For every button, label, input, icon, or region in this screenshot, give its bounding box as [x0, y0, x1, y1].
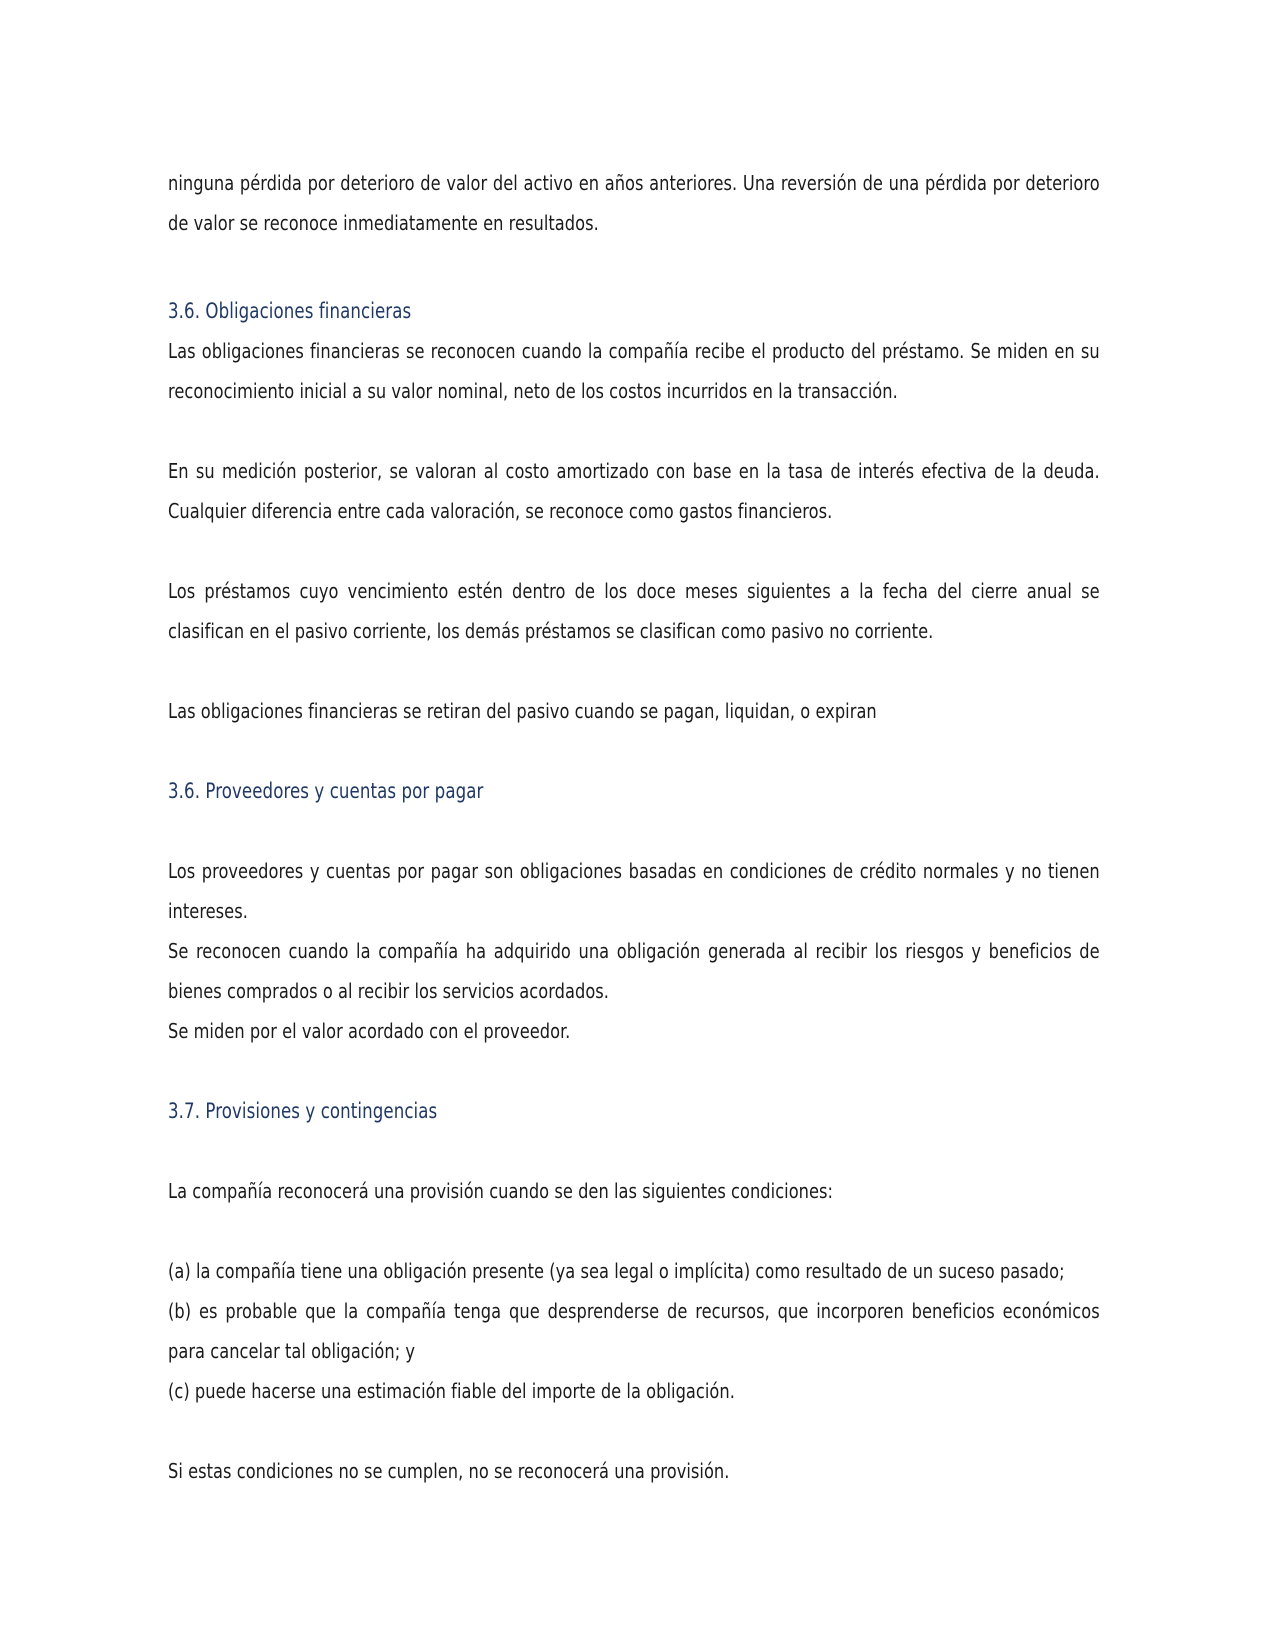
paragraph-block-proveedores-1: [168, 851, 1100, 931]
spacer: [168, 651, 1100, 691]
paragraph-block-provisiones-closing: [168, 1451, 1100, 1491]
spacer: [168, 1411, 1100, 1451]
obligaciones-paragraph-2: En su medición posterior, se valoran al costo amortizado con base en la tasa de interés efectiva de la deuda. Cualquier diferencia entre cada valoración, se reconoce como gastos financieros.: [168, 459, 1100, 523]
paragraph-block-proveedores-2: [168, 931, 1100, 1011]
intro-paragraph: ninguna pérdida por deterioro de valor del activo en años anteriores. Una reversión de una pérdida por deterioro de valor se reconoce inmediatamente en resultados.: [168, 171, 1100, 235]
paragraph-block-proveedores-3: [168, 1011, 1100, 1051]
provisiones-condition-a: (a) la compañía tiene una obligación presente (ya sea legal o implícita) como resultado de un suceso pasado;: [168, 1259, 1065, 1283]
spacer: [168, 1131, 1100, 1171]
provisiones-condition-c: (c) puede hacerse una estimación fiable del importe de la obligación.: [168, 1379, 735, 1403]
spacer: [168, 731, 1100, 771]
spacer: [168, 531, 1100, 571]
spacer: [168, 1051, 1100, 1091]
heading-proveedores-cuentas-por-pagar: 3.6. Proveedores y cuentas por pagar: [168, 779, 484, 803]
paragraph-block-provisiones-intro: [168, 1171, 1100, 1211]
obligaciones-paragraph-4: Las obligaciones financieras se retiran del pasivo cuando se pagan, liquidan, o expiran: [168, 699, 877, 723]
paragraph-block-intro: [168, 163, 1100, 243]
provisiones-condition-b: (b) es probable que la compañía tenga que desprenderse de recursos, que incorporen beneficios económicos para cancelar tal obligación; y: [168, 1299, 1100, 1363]
list-item-b: [168, 1291, 1100, 1371]
provisiones-closing-paragraph: Si estas condiciones no se cumplen, no se reconocerá una provisión.: [168, 1459, 730, 1483]
paragraph-block-obligaciones-4: [168, 691, 1100, 731]
obligaciones-paragraph-1: Las obligaciones financieras se reconocen cuando la compañía recibe el producto del préstamo. Se miden en su reconocimiento inicial a su valor nominal, neto de los costos incurridos en la transacción.: [168, 339, 1100, 403]
spacer: [168, 1211, 1100, 1251]
list-item-c: [168, 1371, 1100, 1411]
proveedores-paragraph-2: Se reconocen cuando la compañía ha adquirido una obligación generada al recibir los riesgos y beneficios de bienes comprados o al recibir los servicios acordados.: [168, 939, 1100, 1003]
provisiones-intro-paragraph: La compañía reconocerá una provisión cuando se den las siguientes condiciones:: [168, 1179, 834, 1203]
heading-obligaciones-financieras: 3.6. Obligaciones financieras: [168, 299, 412, 323]
page-content: [168, 163, 1100, 1491]
proveedores-paragraph-3: Se miden por el valor acordado con el proveedor.: [168, 1019, 571, 1043]
proveedores-paragraph-1: Los proveedores y cuentas por pagar son obligaciones basadas en condiciones de crédito normales y no tienen intereses.: [168, 859, 1100, 923]
spacer: [168, 411, 1100, 451]
list-item-a: [168, 1251, 1100, 1291]
paragraph-block-obligaciones-2: [168, 451, 1100, 531]
spacer: [168, 811, 1100, 851]
heading-provisiones-contingencias: 3.7. Provisiones y contingencias: [168, 1099, 438, 1123]
paragraph-block-obligaciones-3: [168, 571, 1100, 651]
paragraph-block-obligaciones-1: [168, 331, 1100, 411]
obligaciones-paragraph-3: Los préstamos cuyo vencimiento estén dentro de los doce meses siguientes a la fecha del cierre anual se clasifican en el pasivo corriente, los demás préstamos se clasifican como pasivo no corriente.: [168, 579, 1100, 643]
spacer: [168, 243, 1100, 291]
